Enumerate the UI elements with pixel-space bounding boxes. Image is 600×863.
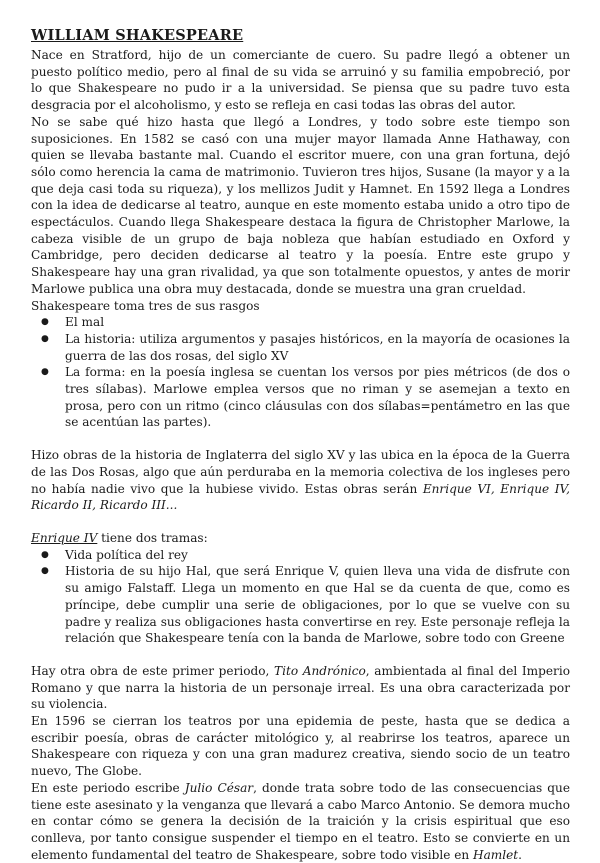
enrique-iv-text: tiene dos tramas: [97,530,208,545]
paragraph-julio-cesar [31,780,570,863]
traits-list [31,314,570,431]
julio-text-b: , donde trata sobre todo de las consecuencias que tiene este asesinato y la venganza que llevará a cabo Marco Antonio. Se demora mucho en contar cómo se genera la decisión de la traición y la crisis espiritual que eso conlleva, por tanto consigue suspender el tiempo en el teatro. Esto se convierte en un elemento fundamental del teatro de Shakespeare, sobre todo visible en [31,780,570,862]
list-item: ● Historia de su hijo Hal, que será Enrique V, quien lleva una vida de disfrute con su amigo Falstaff. Llega un momento en que Hal se da cuenta de que, como es príncipe, debe cumplir una serie de obligaciones, por lo que se vuelve con su padre y realiza sus obligaciones hasta convertirse en rey. Este personaje refleja la relación que Shakespeare tenía con la banda de Marlowe, sobre todo con Greene [31,563,570,647]
spacer [31,647,570,663]
plots-list [31,547,570,647]
list-item: ● El mal [31,314,570,331]
paragraph-enrique-iv [31,530,570,547]
list-item: ● La forma: en la poesía inglesa se cuentan los versos por pies métricos (de dos o tres sílabas). Marlowe emplea versos que no riman y se asemejan a texto en prosa, pero con un ritmo (cinco cláusulas con dos sílabas=pentámetro en las que se acentúan las partes). [31,364,570,431]
julio-text-end: . [518,847,523,862]
tito-title: Tito Andrónico [274,663,366,678]
paragraph-origins: Nace en Stratford, hijo de un comerciante de cuero. Su padre llegó a obtener un puesto político medio, pero al final de su vida se arruinó y su familia empobreció, por lo que Shakespeare no pudo ir a la universidad. Se piensa que su padre tuvo esta desgracia por el alcoholismo, y esto se refleja en casi todas las obras del autor. [31,48,570,113]
list-item: ● La historia: utiliza argumentos y pasajes históricos, en la mayoría de ocasiones la guerra de las dos rosas, del siglo XV [31,331,570,364]
paragraph-london: No se sabe qué hizo hasta que llegó a Londres, y todo sobre este tiempo son suposiciones. En 1582 se casó con una mujer mayor llamada Anne Hathaway, con quien se llevaba bastante mal. Cuando el escritor muere, con una gran fortuna, dejó sólo como herencia la cama de matrimonio. Tuvieron tres hijos, Susane (la mayor y a la que deja casi toda su riqueza), y los mellizos Judit y Hamnet. En 1592 llega a Londres con la idea de dedicarse al teatro, aunque en este momento estaba unido a otro tipo de espectáculos. Cuando llega Shakespeare destaca la figura de Christopher Marlowe, la cabeza visible de un grupo de baja nobleza que habían estudiado en Oxford y Cambridge, pero deciden dedicarse al teatro y la poesía. Entre este grupo y Shakespeare hay una gran rivalidad, ya que son totalmente opuestos, y antes de morir Marlowe publica una obra muy destacada, donde se muestra una gran crueldad. [31,114,570,296]
paragraph-tito [31,663,570,713]
paragraph-history-plays [31,447,570,514]
spacer [31,514,570,530]
paragraph-traits-intro: Shakespeare toma tres de sus rasgos [31,298,260,313]
paragraph-1596: En 1596 se cierran los teatros por una epidemia de peste, hasta que se dedica a escribir poesía, obras de carácter mitológico y, al reabrirse los teatros, aparece un Shakespeare con riqueza y con una gran madurez creativa, siendo socio de un teatro nuevo, The Globe. [31,714,570,779]
page-title: WILLIAM SHAKESPEARE [31,27,244,44]
spacer [31,431,570,447]
tito-text-b: , ambientada al final del Imperio Romano y que narra la historia de un personaje irreal. Es una obra caracterizada por su violencia. [31,663,570,712]
history-plays-works: Enrique VI, Enrique IV, Ricardo II, Ricardo III... [31,481,570,513]
julio-text-a: En este periodo escribe [31,780,185,795]
julio-cesar-title: Julio César [184,780,254,795]
history-plays-text: Hizo obras de la historia de Inglaterra del siglo XV y las ubica en la época de la Guerra de las Dos Rosas, algo que aún perduraba en la memoria colectiva de los ingleses pero no había nadie vivo que la hubiese vivido. Estas obras serán [31,448,570,496]
tito-text-a: Hay otra obra de este primer periodo, [31,663,275,678]
list-item: ● Vida política del rey [31,547,570,564]
hamlet-title: Hamlet [473,847,519,862]
enrique-iv-title: Enrique IV [31,530,98,545]
